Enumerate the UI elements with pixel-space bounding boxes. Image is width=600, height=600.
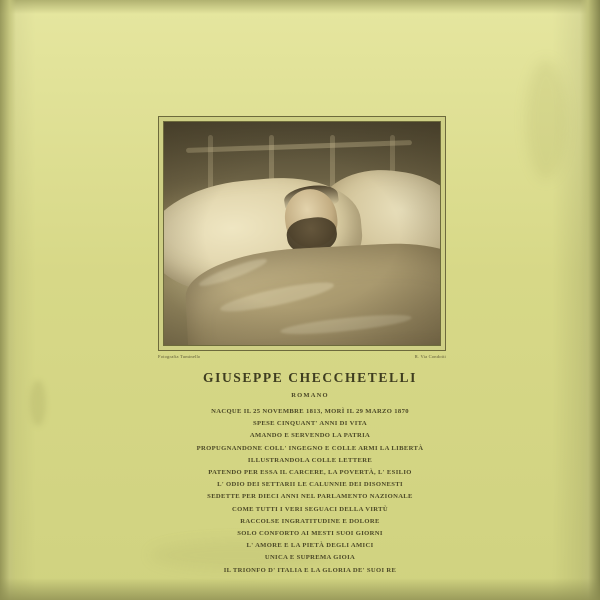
inscription-line: SPESE CINQUANT' ANNI DI VITA bbox=[253, 420, 367, 428]
inscription-line: ILLUSTRANDOLA COLLE LETTERE bbox=[247, 456, 373, 464]
page-edge-left bbox=[0, 0, 16, 600]
inscription-line: NACQUE IL 25 NOVEMBRE 1813, MORÌ IL 29 MARZO 1870 bbox=[211, 408, 409, 415]
photo-vignette bbox=[164, 122, 440, 345]
inscription-line: IL TRIONFO D' ITALIA E LA GLORIA DE' SUOI RE bbox=[223, 566, 397, 574]
inscription-line: RACCOLSE INGRATITUDINE E DOLORE bbox=[240, 517, 380, 525]
deceased-name: GIUSEPPE CHECCHETELLI bbox=[202, 370, 418, 385]
photo-credit-right: R. Via Condotti bbox=[414, 354, 446, 359]
photo-inner-rule bbox=[163, 121, 441, 346]
deceased-origin: ROMANO bbox=[291, 392, 329, 399]
photo-credits bbox=[158, 354, 446, 359]
page-edge-top bbox=[0, 0, 600, 14]
photo-credit-left: Fotografia Tuminello bbox=[158, 354, 201, 359]
inscription-line: L' ODIO DEI SETTARII LE CALUNNIE DEI DISONESTI bbox=[217, 481, 403, 489]
inscription-line: PROPUGNANDONE COLL' INGEGNO E COLLE ARMI LA LIBERTÀ bbox=[196, 444, 424, 452]
inscription-line: L' AMORE E LA PIETÀ DEGLI AMICI bbox=[246, 542, 374, 550]
photo-frame bbox=[158, 116, 446, 351]
page-edge-right bbox=[580, 0, 600, 600]
inscription-line: AMANDO E SERVENDO LA PATRIA bbox=[249, 432, 371, 440]
inscription-line: UNICA E SUPREMA GIOIA bbox=[264, 554, 356, 562]
inscription-line: SEDETTE PER DIECI ANNI NEL PARLAMENTO NAZIONALE bbox=[207, 493, 413, 501]
inscription-block bbox=[100, 370, 520, 577]
card-body bbox=[40, 18, 560, 582]
inscription-line: COME TUTTI I VERI SEGUACI DELLA VIRTÙ bbox=[232, 505, 388, 513]
inscription-line: PATENDO PER ESSA IL CARCERE, LA POVERTÀ, L' ESILIO bbox=[208, 469, 412, 477]
memorial-photograph bbox=[164, 122, 440, 345]
inscription-line: SOLO CONFORTO AI MESTI SUOI GIORNI bbox=[237, 530, 383, 538]
